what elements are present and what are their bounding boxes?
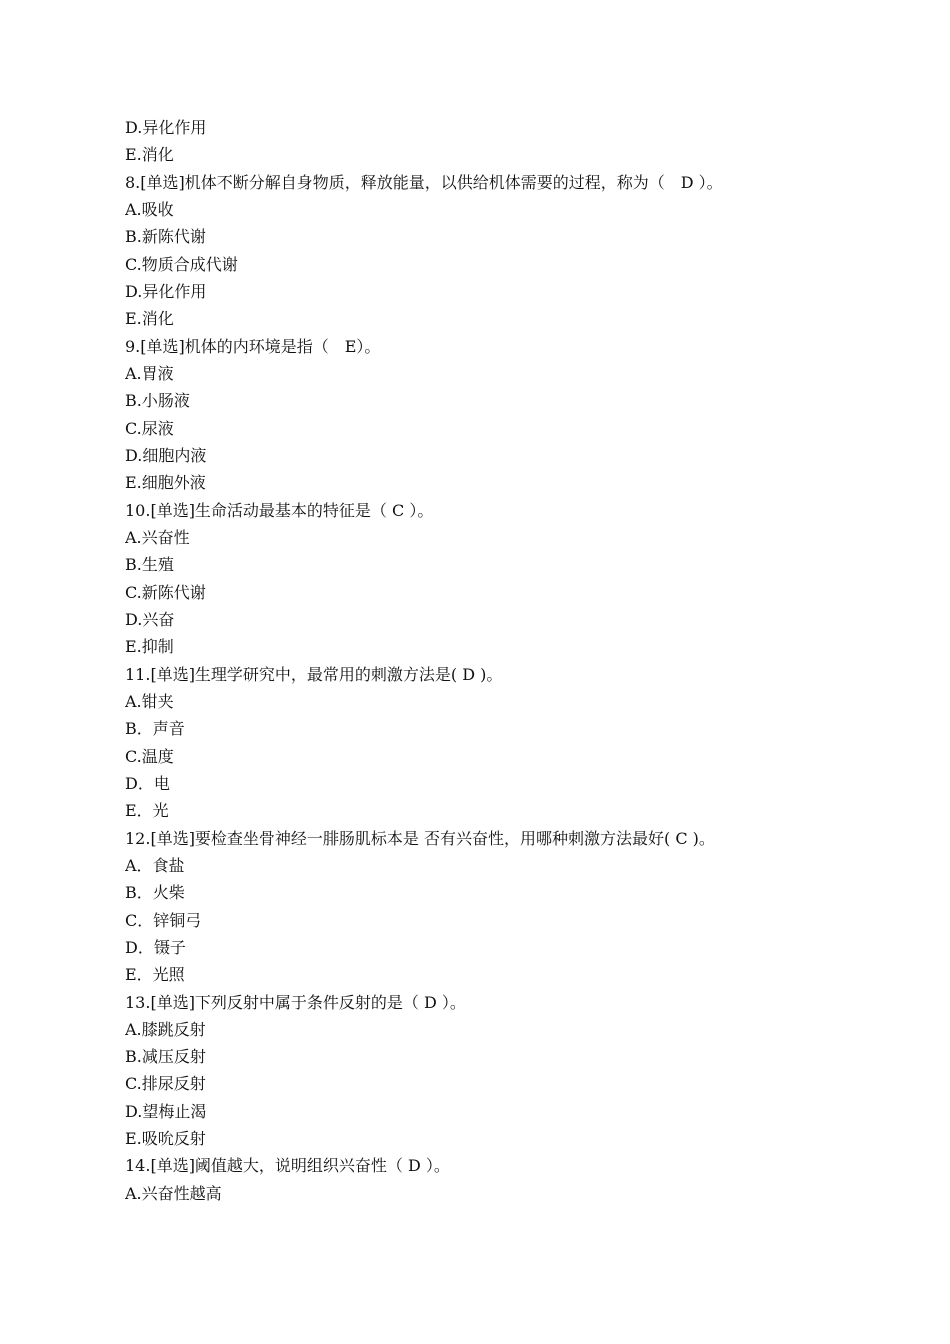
option-line: B．火柴 xyxy=(125,883,185,903)
option-line: C.温度 xyxy=(125,746,174,766)
question-line: 10.[单选]生命活动最基本的特征是（ C ）。 xyxy=(125,500,434,520)
option-line: A.钳夹 xyxy=(125,691,174,711)
option-line: A.胃液 xyxy=(125,363,174,383)
text-line: D.异化作用 xyxy=(125,118,207,137)
option-line: D.望梅止渴 xyxy=(125,1101,207,1121)
question-line: 14.[单选]阈值越大，说明组织兴奋性（ D ）。 xyxy=(125,1156,450,1176)
option-line: C．锌铜弓 xyxy=(125,910,202,930)
option-line: D.细胞内液 xyxy=(125,445,207,465)
option-line: E.细胞外液 xyxy=(125,473,206,493)
option-line: A．食盐 xyxy=(125,855,185,875)
option-line: A.兴奋性越高 xyxy=(125,1183,222,1203)
question-line: 11.[单选]生理学研究中，最常用的刺激方法是( D )。 xyxy=(125,664,503,684)
option-line: B.减压反射 xyxy=(125,1047,206,1067)
option-line: E.消化 xyxy=(125,309,174,329)
option-line: D.兴奋 xyxy=(125,609,175,629)
option-line: D.异化作用 xyxy=(125,281,207,301)
option-line: C.物质合成代谢 xyxy=(125,254,238,274)
option-line: E.抑制 xyxy=(125,637,174,657)
option-line: C.新陈代谢 xyxy=(125,582,206,602)
question-line: 8.[单选]机体不断分解自身物质，释放能量，以供给机体需要的过程，称为（ D ）。 xyxy=(125,172,723,192)
option-line: A.兴奋性 xyxy=(125,527,190,547)
option-line: B.生殖 xyxy=(125,555,174,575)
text-line: E.消化 xyxy=(125,145,174,165)
option-line: A.吸收 xyxy=(125,199,174,219)
option-line: E．光 xyxy=(125,801,169,821)
option-line: C.排尿反射 xyxy=(125,1074,206,1094)
option-line: B.新陈代谢 xyxy=(125,227,206,247)
document-body xyxy=(125,114,845,1207)
option-line: B．声音 xyxy=(125,719,185,739)
option-line: B.小肠液 xyxy=(125,391,190,411)
question-line: 9.[单选]机体的内环境是指（ E）。 xyxy=(125,336,381,356)
option-line: D．电 xyxy=(125,773,170,793)
question-line: 13.[单选]下列反射中属于条件反射的是（ D ）。 xyxy=(125,992,466,1012)
option-line: D．镊子 xyxy=(125,937,186,957)
option-line: E.吸吮反射 xyxy=(125,1129,206,1149)
question-line: 12.[单选]要检查坐骨神经一腓肠肌标本是 否有兴奋性，用哪种刺激方法最好( C )。 xyxy=(125,828,715,848)
option-line: C.尿液 xyxy=(125,418,174,438)
option-line: E．光照 xyxy=(125,965,185,985)
option-line: A.膝跳反射 xyxy=(125,1019,206,1039)
